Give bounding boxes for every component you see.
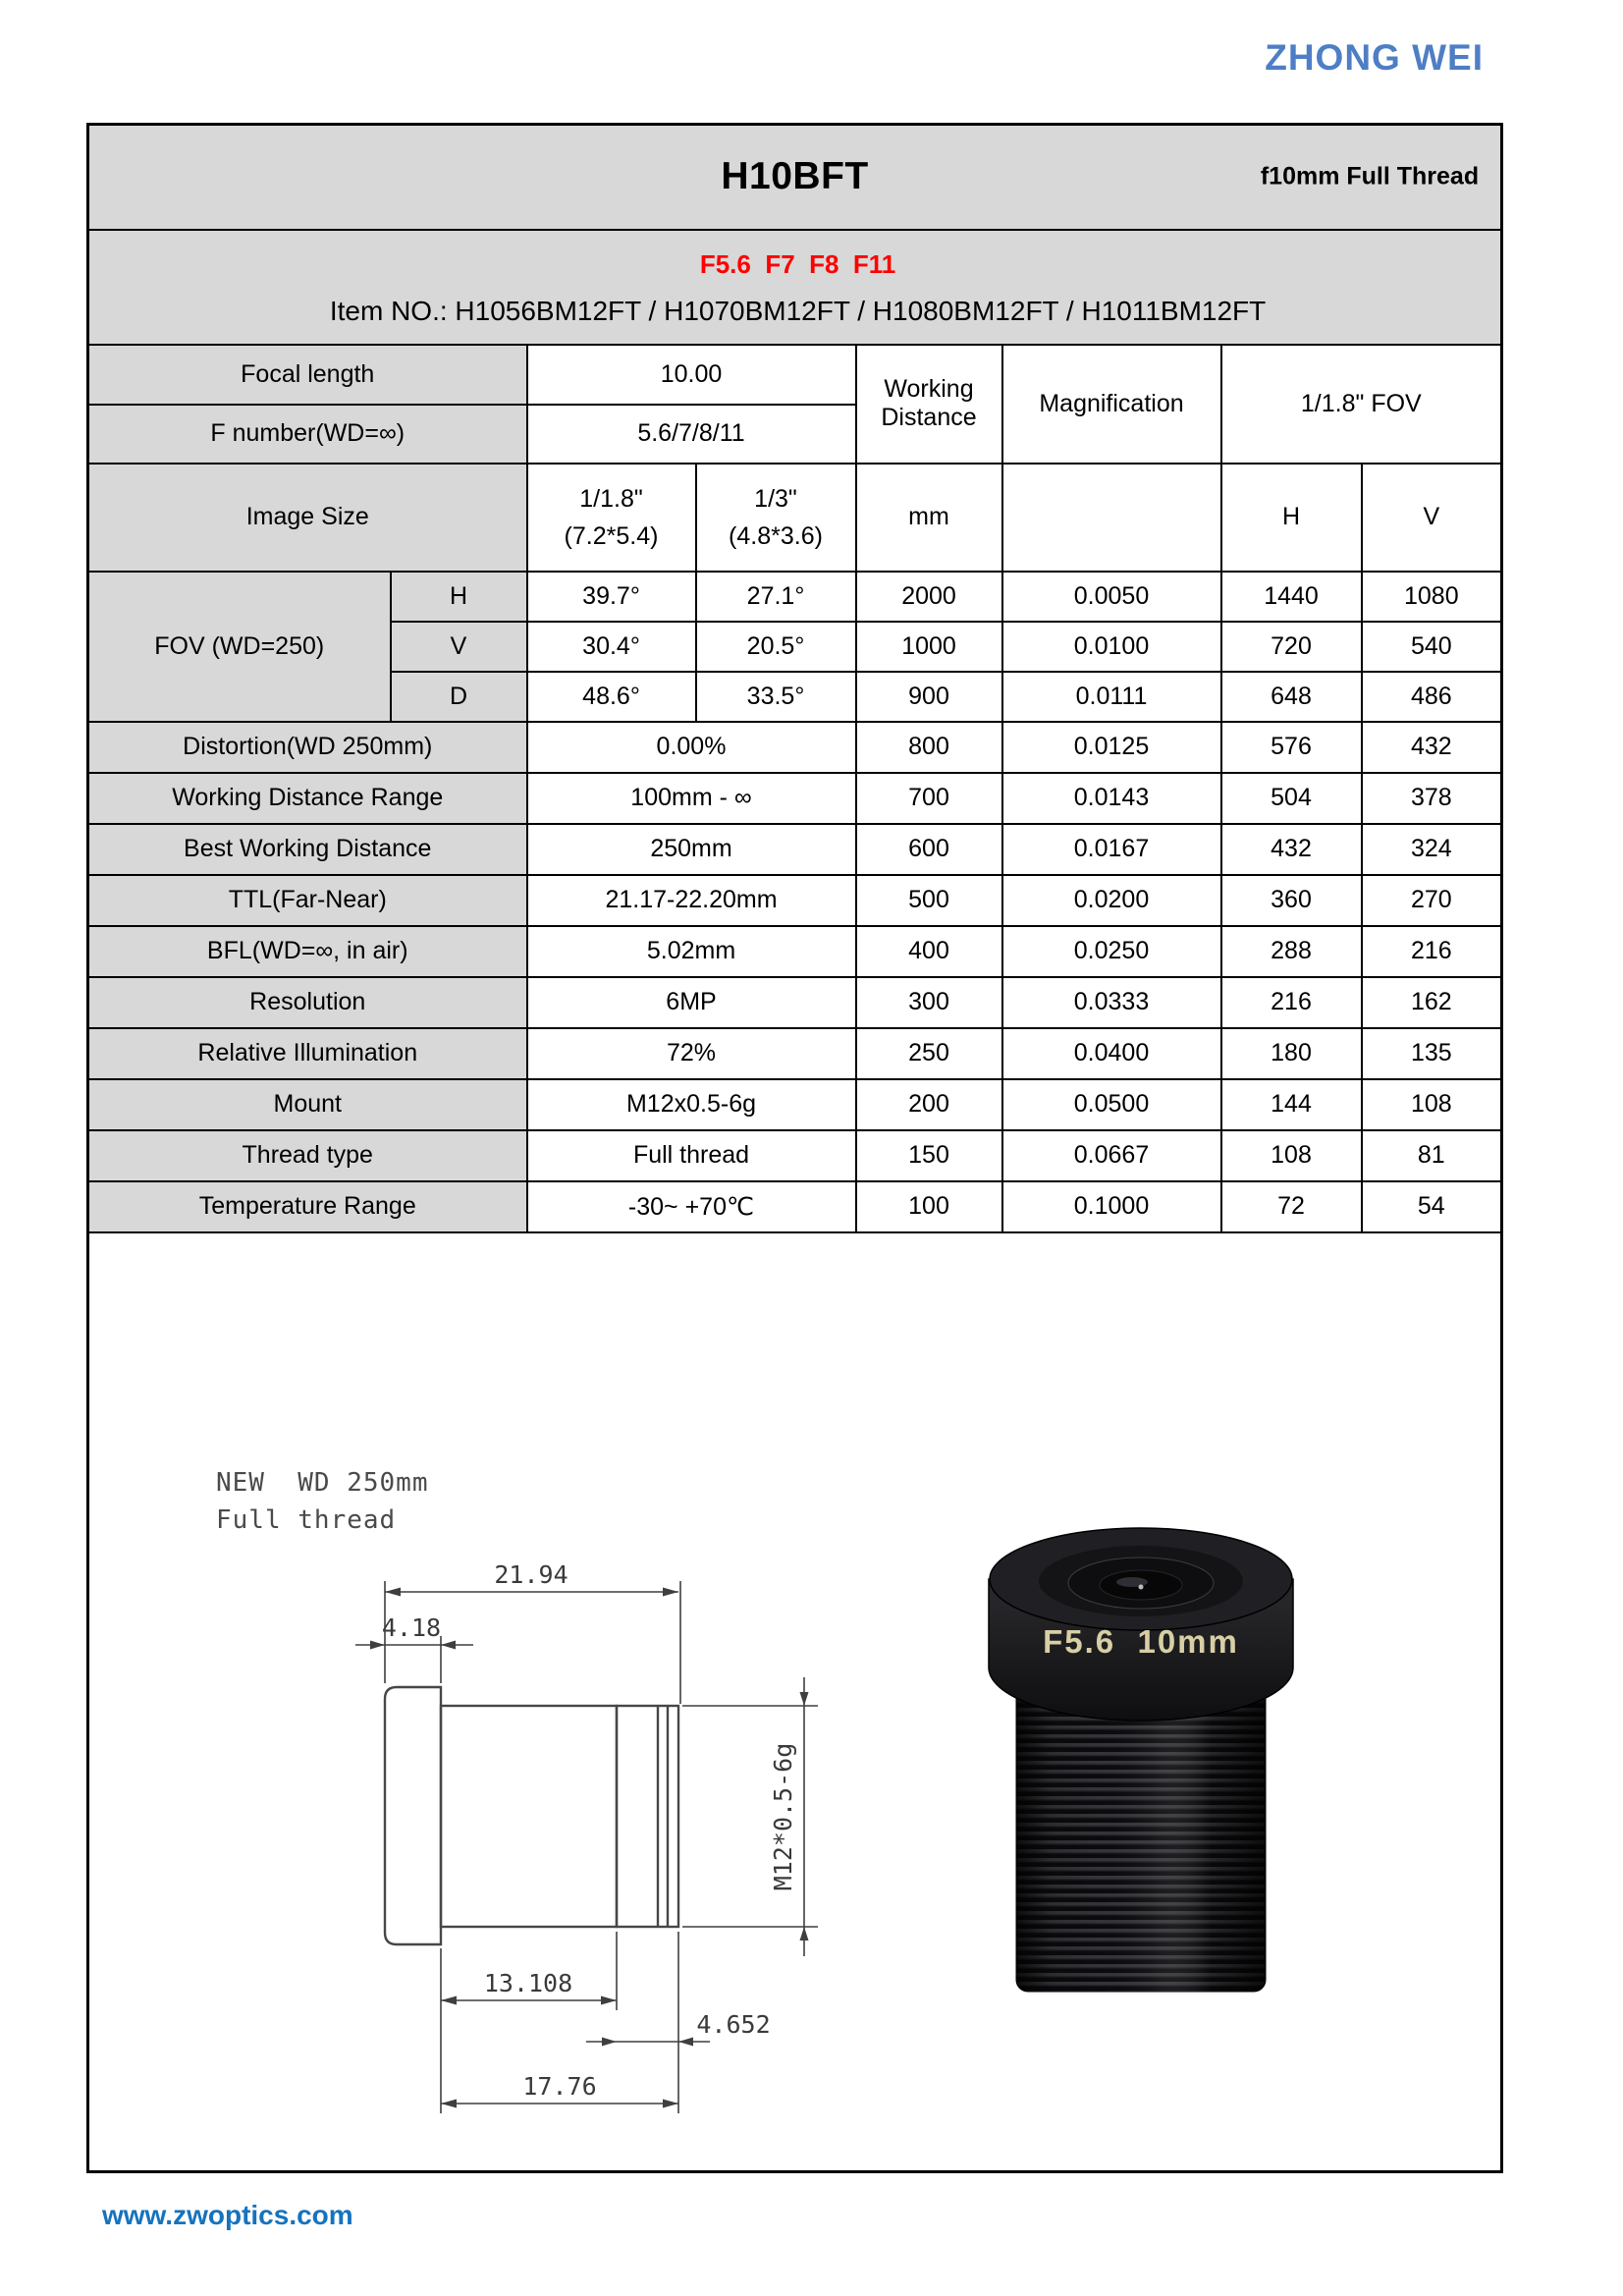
mag-value: 0.0100 (1002, 622, 1221, 672)
mag-value: 0.0167 (1002, 824, 1221, 875)
website-link[interactable]: www.zwoptics.com (102, 2200, 353, 2230)
f-number-series: F5.6 F7 F8 F11 (699, 248, 896, 279)
h-value: 648 (1221, 672, 1362, 722)
dimension-drawing (211, 1453, 889, 2131)
wd-value: 1000 (856, 622, 1002, 672)
model-header-row (88, 125, 1502, 230)
dim-barrel-text: 17.76 (522, 2071, 597, 2101)
spec-value: 21.17-22.20mm (527, 875, 856, 926)
h-value: 288 (1221, 926, 1362, 977)
spec-label: Relative Illumination (88, 1028, 527, 1079)
spec-label: Best Working Distance (88, 824, 527, 875)
fov-value: 30.4° (527, 622, 696, 672)
wd-value: 250 (856, 1028, 1002, 1079)
spec-row-rel-illum (88, 1028, 1502, 1079)
spec-label: Temperature Range (88, 1181, 527, 1232)
model-header-cell (88, 125, 1502, 230)
v-value: 216 (1362, 926, 1502, 977)
lens-engraving: F5.6 10mm (1043, 1622, 1239, 1660)
spec-value: 0.00% (527, 722, 856, 773)
h-value: 360 (1221, 875, 1362, 926)
spec-label: Distortion(WD 250mm) (88, 722, 527, 773)
v-value: 54 (1362, 1181, 1502, 1232)
model-title: H10BFT (721, 155, 869, 198)
spec-value: 100mm - ∞ (527, 773, 856, 824)
footer (102, 2200, 353, 2231)
dim-flange-width (355, 1613, 473, 1650)
unit-cell: mm (856, 464, 1002, 572)
spec-label: Mount (88, 1079, 527, 1130)
dim-body-text: 13.108 (483, 1968, 573, 1997)
f-number-value: 5.6/7/8/11 (527, 405, 856, 464)
intro-cell (88, 230, 1502, 345)
v-value: 108 (1362, 1079, 1502, 1130)
model-subtitle: f10mm Full Thread (1260, 162, 1480, 191)
lens-photo (987, 1522, 1296, 1998)
brand-logo: ZHONG WEI (1265, 37, 1484, 78)
fov-value: 27.1° (696, 572, 856, 622)
v-value: 162 (1362, 977, 1502, 1028)
spec-label: Working Distance Range (88, 773, 527, 824)
dim-thread-spec (769, 1677, 809, 1956)
fov-row-h (88, 572, 1502, 622)
spec-label: Resolution (88, 977, 527, 1028)
wd-value: 700 (856, 773, 1002, 824)
fov-axis: H (391, 572, 527, 622)
spec-label: BFL(WD=∞, in air) (88, 926, 527, 977)
image-size-1-size: 1/1.8" (579, 484, 643, 513)
fov-v-header: V (1362, 464, 1502, 572)
image-size-2 (696, 464, 856, 572)
v-value: 324 (1362, 824, 1502, 875)
mag-value: 0.0143 (1002, 773, 1221, 824)
image-size-1-dims: (7.2*5.4) (564, 521, 659, 550)
dim-thread-text: M12*0.5-6g (769, 1742, 797, 1890)
mag-value: 0.0400 (1002, 1028, 1221, 1079)
v-value: 135 (1362, 1028, 1502, 1079)
drawing-note-line2: Full thread (216, 1504, 397, 1535)
wd-value: 300 (856, 977, 1002, 1028)
mag-value: 0.0111 (1002, 672, 1221, 722)
wd-value: 400 (856, 926, 1002, 977)
h-value: 504 (1221, 773, 1362, 824)
spec-label: Thread type (88, 1130, 527, 1181)
spec-value: 250mm (527, 824, 856, 875)
spec-row-mount (88, 1079, 1502, 1130)
dim-body-length (441, 1969, 617, 2005)
image-size-2-size: 1/3" (754, 484, 797, 513)
spec-row-thread (88, 1130, 1502, 1181)
spec-row-bfl (88, 926, 1502, 977)
focal-length-label: Focal length (88, 345, 527, 405)
h-value: 720 (1221, 622, 1362, 672)
v-value: 540 (1362, 622, 1502, 672)
image-size-row (88, 464, 1502, 572)
spec-value: Full thread (527, 1130, 856, 1181)
v-value: 432 (1362, 722, 1502, 773)
fov-label: FOV (WD=250) (88, 572, 391, 722)
mag-value: 0.0667 (1002, 1130, 1221, 1181)
spec-row-ttl (88, 875, 1502, 926)
f-number-label: F number(WD=∞) (88, 405, 527, 464)
spec-value: 6MP (527, 977, 856, 1028)
h-value: 216 (1221, 977, 1362, 1028)
wd-value: 600 (856, 824, 1002, 875)
intro-row (88, 230, 1502, 345)
wd-value: 2000 (856, 572, 1002, 622)
focal-length-row (88, 345, 1502, 405)
mag-value: 0.0250 (1002, 926, 1221, 977)
h-value: 1440 (1221, 572, 1362, 622)
spec-row-distortion (88, 722, 1502, 773)
v-value: 378 (1362, 773, 1502, 824)
spec-row-wd-range (88, 773, 1502, 824)
h-value: 144 (1221, 1079, 1362, 1130)
dim-total-length (385, 1560, 678, 1597)
dim-tip-text: 4.652 (696, 2009, 771, 2039)
spec-value: -30~ +70℃ (527, 1181, 856, 1232)
h-value: 432 (1221, 824, 1362, 875)
fov-h-header: H (1221, 464, 1362, 572)
mag-value: 0.0125 (1002, 722, 1221, 773)
fov-header: 1/1.8" FOV (1221, 345, 1502, 464)
canvas-cell (88, 1232, 1502, 2172)
spec-row-resolution (88, 977, 1502, 1028)
image-size-1 (527, 464, 696, 572)
lens-outline (385, 1687, 678, 1944)
v-value: 1080 (1362, 572, 1502, 622)
fov-value: 33.5° (696, 672, 856, 722)
spec-row-best-wd (88, 824, 1502, 875)
spec-value: 72% (527, 1028, 856, 1079)
wd-value: 500 (856, 875, 1002, 926)
v-value: 270 (1362, 875, 1502, 926)
magnification-header: Magnification (1002, 345, 1221, 464)
spec-value: 5.02mm (527, 926, 856, 977)
fov-value: 20.5° (696, 622, 856, 672)
fov-value: 48.6° (527, 672, 696, 722)
mag-value: 0.0050 (1002, 572, 1221, 622)
wd-value: 150 (856, 1130, 1002, 1181)
spec-row-temperature (88, 1181, 1502, 1232)
image-size-2-dims: (4.8*3.6) (729, 521, 823, 550)
empty-cell (1002, 464, 1221, 572)
item-numbers: Item NO.: H1056BM12FT / H1070BM12FT / H1080BM12FT / H1011BM12FT (329, 295, 1267, 326)
spec-value: M12x0.5-6g (527, 1079, 856, 1130)
image-size-label: Image Size (88, 464, 527, 572)
h-value: 180 (1221, 1028, 1362, 1079)
dim-total-text: 21.94 (494, 1559, 568, 1589)
spec-table (86, 123, 1503, 2173)
v-value: 81 (1362, 1130, 1502, 1181)
v-value: 486 (1362, 672, 1502, 722)
mag-value: 0.1000 (1002, 1181, 1221, 1232)
focal-length-value: 10.00 (527, 345, 856, 405)
fov-value: 39.7° (527, 572, 696, 622)
lens-head (989, 1528, 1293, 1721)
wd-value: 200 (856, 1079, 1002, 1130)
dim-flange-text: 4.18 (381, 1613, 442, 1642)
working-distance-header: Working Distance (856, 345, 1002, 464)
mag-value: 0.0333 (1002, 977, 1221, 1028)
h-value: 108 (1221, 1130, 1362, 1181)
mag-value: 0.0500 (1002, 1079, 1221, 1130)
fov-axis: D (391, 672, 527, 722)
wd-value: 900 (856, 672, 1002, 722)
wd-value: 100 (856, 1181, 1002, 1232)
h-value: 72 (1221, 1181, 1362, 1232)
dim-barrel-length (441, 2072, 678, 2108)
spec-label: TTL(Far-Near) (88, 875, 527, 926)
mag-value: 0.0200 (1002, 875, 1221, 926)
canvas-row (88, 1232, 1502, 2172)
fov-axis: V (391, 622, 527, 672)
h-value: 576 (1221, 722, 1362, 773)
drawing-note-line1: NEW WD 250mm (216, 1467, 429, 1498)
wd-value: 800 (856, 722, 1002, 773)
